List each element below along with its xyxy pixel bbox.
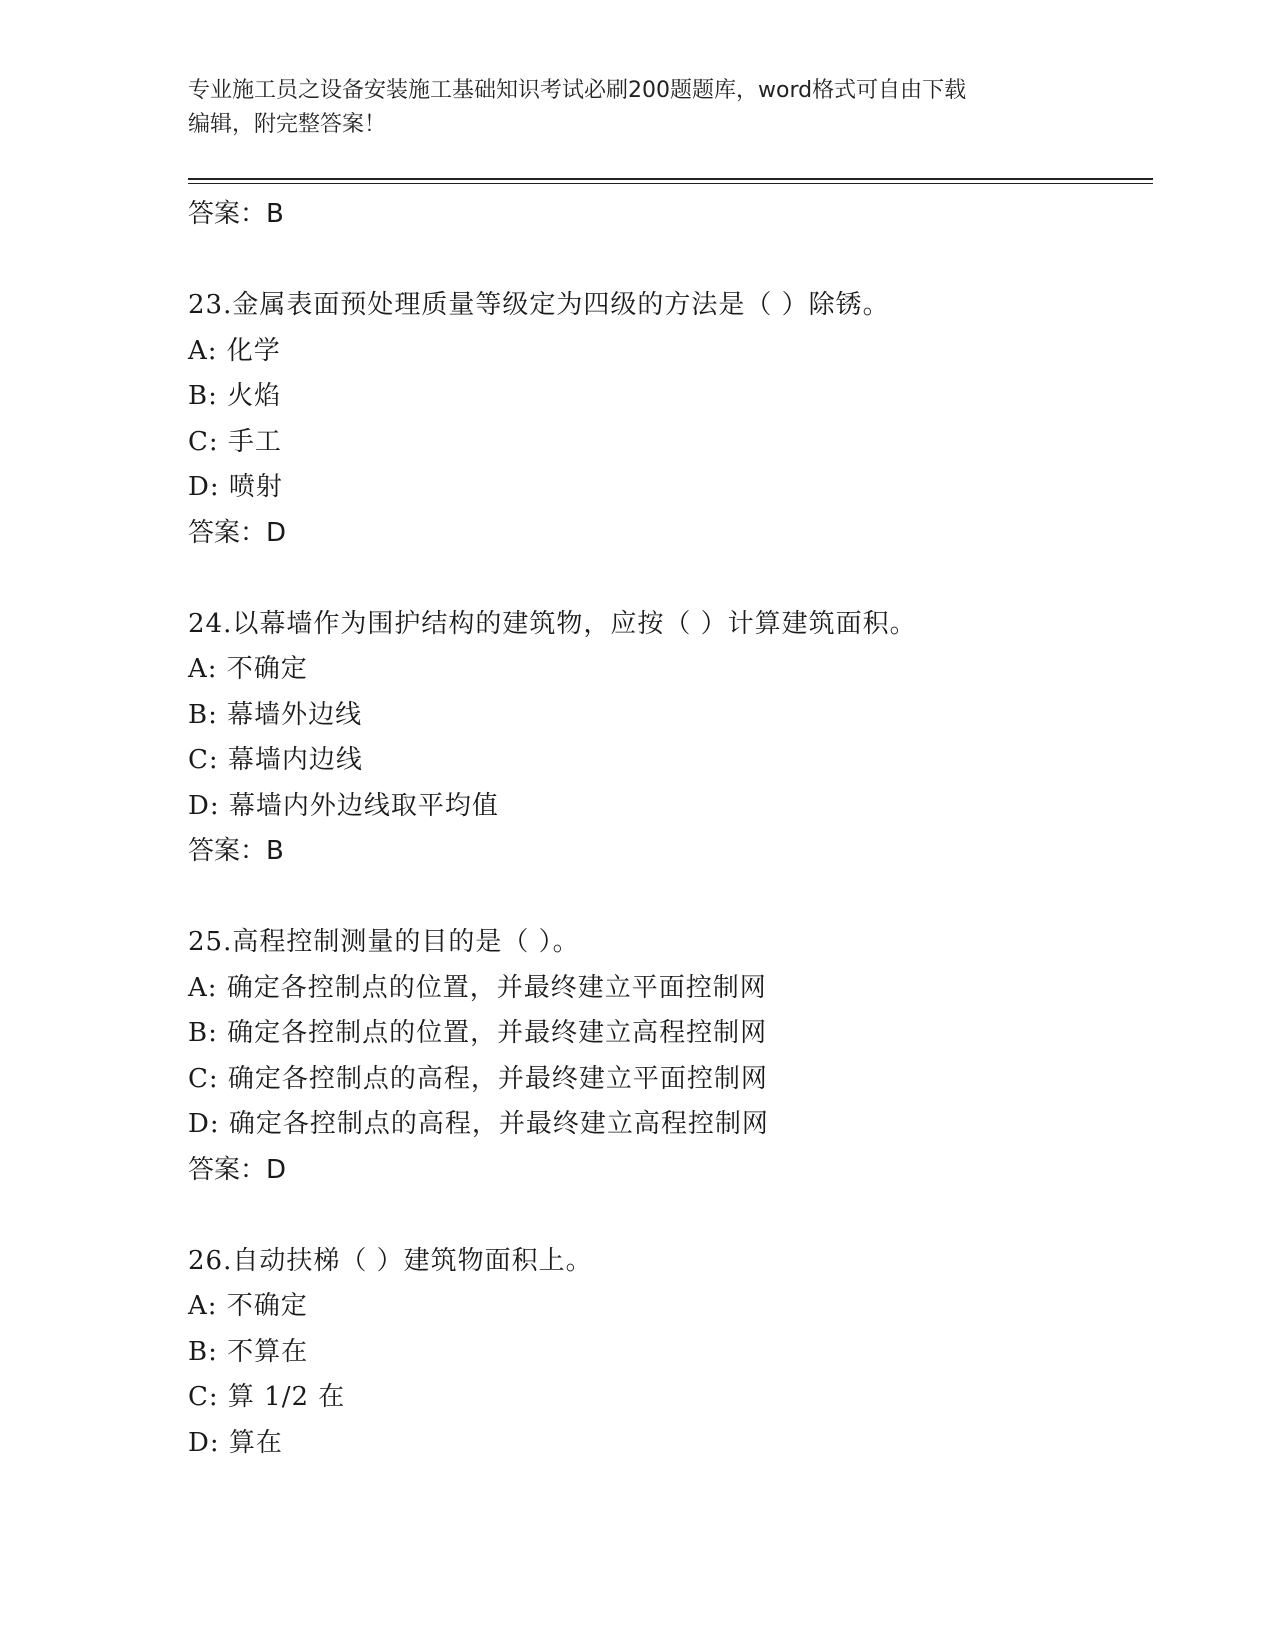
option-c: C: 幕墙内边线 <box>188 745 363 775</box>
header-line-1: 专业施工员之设备安装施工基础知识考试必刷200题题库，word格式可自由下载 <box>188 78 967 103</box>
question-text: 24.以幕墙作为围护结构的建筑物，应按（ ）计算建筑面积。 <box>188 608 917 639</box>
header-divider-thin <box>188 183 1153 184</box>
question-text: 25.高程控制测量的目的是（ ）。 <box>188 927 580 957</box>
option-b: B: 确定各控制点的位置，并最终建立高程控制网 <box>188 1018 768 1048</box>
question-block-23 <box>188 283 1148 556</box>
question-block-26 <box>188 1239 1148 1467</box>
spacer <box>188 556 1148 602</box>
spacer <box>188 1193 1148 1239</box>
header-line-2: 编辑，附完整答案！ <box>188 112 387 137</box>
option-c: C: 手工 <box>188 426 282 457</box>
answer-line: 答案：B <box>188 199 284 229</box>
option-a: A: 确定各控制点的位置，并最终建立平面控制网 <box>188 972 767 1003</box>
option-b: B: 不算在 <box>188 1336 309 1367</box>
option-b: B: 火焰 <box>188 381 282 411</box>
option-d: D: 幕墙内外边线取平均值 <box>188 790 499 821</box>
header-divider-thick <box>188 178 1153 180</box>
answer-line: 答案：D <box>188 1154 287 1185</box>
question-list <box>188 192 1148 1466</box>
option-d: D: 喷射 <box>188 472 283 502</box>
spacer <box>188 238 1148 284</box>
option-a: A: 不确定 <box>188 1291 308 1321</box>
option-b: B: 幕墙外边线 <box>188 699 363 730</box>
answer-line: 答案：B <box>188 836 284 866</box>
spacer <box>188 875 1148 921</box>
option-a: A: 不确定 <box>188 654 308 684</box>
option-d: D: 算在 <box>188 1427 283 1458</box>
option-a: A: 化学 <box>188 335 281 366</box>
answer-line: 答案：D <box>188 517 287 548</box>
question-block-24 <box>188 602 1148 875</box>
option-c: C: 确定各控制点的高程，并最终建立平面控制网 <box>188 1063 768 1094</box>
option-c: C: 算 1/2 在 <box>188 1382 346 1412</box>
question-text: 23.金属表面预处理质量等级定为四级的方法是（ ）除锈。 <box>188 290 890 320</box>
question-block-25 <box>188 920 1148 1193</box>
document-header <box>188 74 1088 142</box>
option-d: D: 确定各控制点的高程，并最终建立高程控制网 <box>188 1109 769 1139</box>
question-text: 26.自动扶梯（ ）建筑物面积上。 <box>188 1245 593 1276</box>
